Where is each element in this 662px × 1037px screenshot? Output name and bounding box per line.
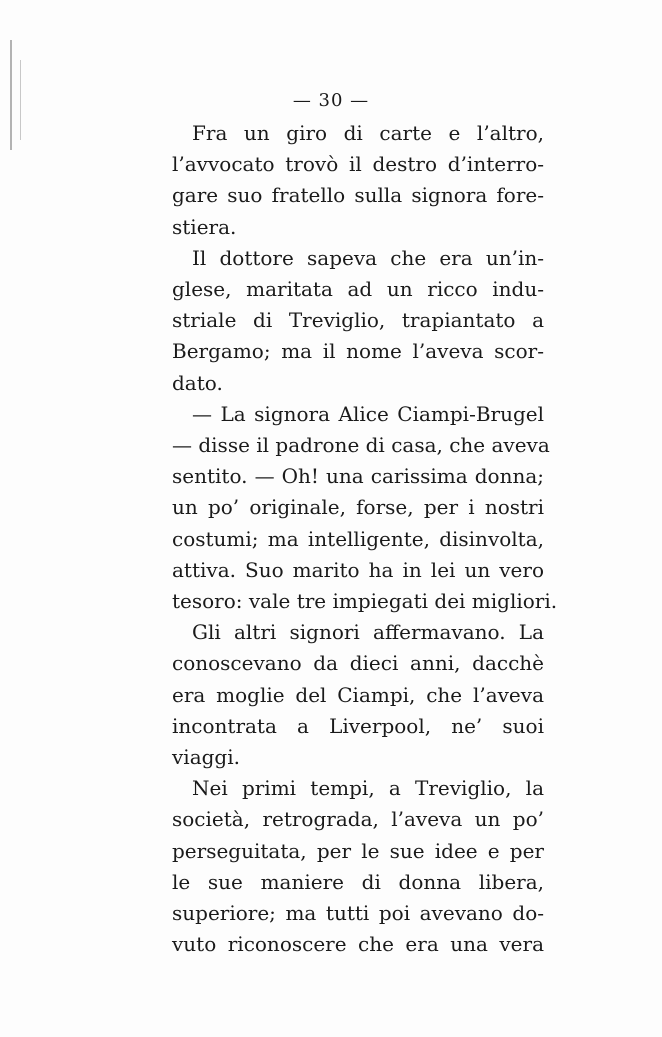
body-text	[172, 118, 558, 960]
text-line: tesoro: vale tre impiegati dei migliori.	[172, 589, 558, 614]
text-line: vuto riconoscere che era una vera	[172, 932, 544, 957]
text-line: le sue maniere di donna libera,	[172, 869, 544, 894]
text-line: sentito. — Oh! una carissima donna;	[172, 464, 544, 489]
text-line: gare suo fratello sulla signora fore-	[172, 183, 544, 208]
text-line: Fra un giro di carte e l’altro,	[192, 121, 544, 145]
text-line: Il dottore sapeva che era un’in-	[192, 245, 544, 270]
text-line: Bergamo; ma il nome l’aveva scor-	[172, 339, 544, 364]
text-line: era moglie del Ciampi, che l’aveva	[172, 682, 544, 707]
page-number: — 30 —	[292, 90, 370, 111]
text-line: un po’ originale, forse, per i nostri	[172, 495, 544, 520]
text-line: Nei primi tempi, a Treviglio, la	[192, 776, 544, 801]
text-line: l’avvocato trovò il destro d’interro-	[172, 152, 544, 177]
text-line: — La signora Alice Ciampi-Brugel	[192, 401, 544, 426]
text-line: costumi; ma intelligente, disinvolta,	[172, 526, 544, 551]
text-line: striale di Treviglio, trapiantato a	[172, 308, 544, 333]
text-line: Gli altri signori affermavano. La	[192, 620, 544, 645]
text-line: dato.	[172, 370, 223, 395]
text-line: superiore; ma tutti poi avevano do-	[172, 901, 544, 926]
text-line: perseguitata, per le sue idee e per	[172, 838, 544, 863]
text-line: attiva. Suo marito ha in lei un vero	[172, 557, 544, 582]
text-line: stiera.	[172, 214, 237, 239]
text-line: — disse il padrone di casa, che aveva	[172, 433, 550, 458]
text-line: glese, maritata ad un ricco indu-	[172, 277, 544, 302]
text-line: viaggi.	[172, 745, 240, 770]
text-line: conoscevano da dieci anni, dacchè	[172, 651, 544, 676]
text-line: incontrata a Liverpool, ne’ suoi	[172, 713, 544, 738]
text-line: società, retrograda, l’aveva un po’	[172, 807, 544, 832]
